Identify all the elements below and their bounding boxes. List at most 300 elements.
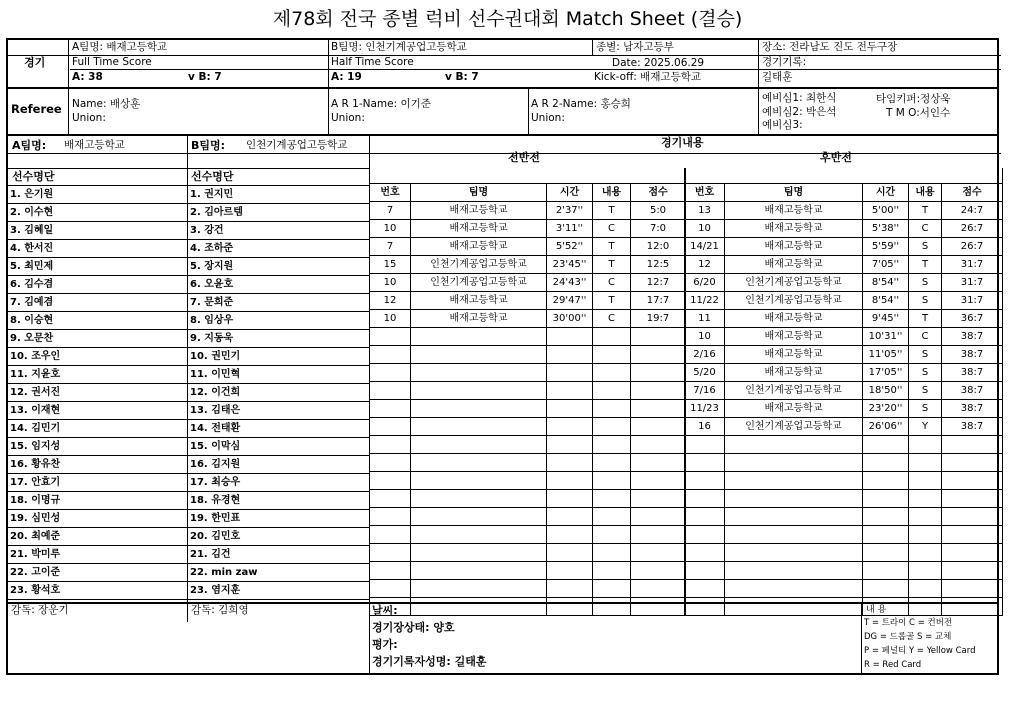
player-row bbox=[188, 240, 370, 258]
score-cell: 5'00'' bbox=[863, 202, 909, 220]
team-a-name: 배재고등학교 bbox=[64, 139, 125, 151]
score-cell bbox=[725, 598, 863, 616]
score-cell bbox=[370, 328, 411, 346]
team-a-label: A팀명: bbox=[12, 139, 47, 152]
score-row bbox=[685, 400, 1003, 418]
ar2-name: A R 2-Name: 홍승희 bbox=[531, 98, 631, 110]
legend-title: 내 용 bbox=[866, 605, 887, 615]
score-cell bbox=[593, 400, 631, 418]
player-row bbox=[8, 420, 188, 438]
full-time-label: Full Time Score bbox=[72, 56, 152, 68]
score-cell: 38:7 bbox=[942, 364, 1003, 382]
score-cell bbox=[547, 400, 593, 418]
score-row bbox=[685, 220, 1003, 238]
score-cell: C bbox=[593, 310, 631, 328]
score-row bbox=[370, 274, 686, 292]
score-cell bbox=[909, 598, 942, 616]
score-row bbox=[685, 364, 1003, 382]
player-name: 15. 임지성 bbox=[8, 438, 188, 456]
half-time-a: A: 19 bbox=[331, 71, 362, 83]
score-cell bbox=[370, 346, 411, 364]
player-row bbox=[188, 294, 370, 312]
player-name: 6. 김수겸 bbox=[8, 276, 188, 294]
player-row bbox=[188, 186, 370, 204]
score-cell bbox=[685, 562, 725, 580]
rating: 평가: bbox=[372, 638, 398, 651]
score-cell: 7 bbox=[370, 238, 411, 256]
player-name: 15. 이막심 bbox=[188, 438, 370, 456]
score-row bbox=[370, 418, 686, 436]
score-cell: 배재고등학교 bbox=[725, 256, 863, 274]
score-row bbox=[370, 508, 686, 526]
score-cell bbox=[631, 598, 686, 616]
score-cell bbox=[685, 508, 725, 526]
score-row bbox=[685, 544, 1003, 562]
player-row bbox=[188, 420, 370, 438]
player-row bbox=[188, 384, 370, 402]
score-cell bbox=[411, 400, 547, 418]
score-cell bbox=[863, 526, 909, 544]
score-cell: 배재고등학교 bbox=[725, 400, 863, 418]
score-row bbox=[370, 436, 686, 454]
player-name: 20. 최예준 bbox=[8, 528, 188, 546]
player-name: 8. 임상우 bbox=[188, 312, 370, 330]
score-row bbox=[370, 598, 686, 616]
score-row bbox=[685, 256, 1003, 274]
score-cell: T bbox=[909, 310, 942, 328]
score-cell bbox=[411, 364, 547, 382]
score-cell: 17'05'' bbox=[863, 364, 909, 382]
header-row bbox=[370, 184, 686, 202]
score-cell: 17:7 bbox=[631, 292, 686, 310]
score-cell bbox=[370, 544, 411, 562]
score-row bbox=[685, 346, 1003, 364]
score-cell bbox=[547, 508, 593, 526]
score-row bbox=[370, 220, 686, 238]
legend-line-4: R = Red Card bbox=[864, 660, 922, 670]
team-a-header: A팀명: 배재고등학교 bbox=[72, 41, 168, 53]
score-row bbox=[370, 400, 686, 418]
game-content-label: 경기내용 bbox=[661, 136, 704, 149]
player-row bbox=[188, 276, 370, 294]
score-cell bbox=[547, 436, 593, 454]
score-cell: 인천기계공업고등학교 bbox=[725, 292, 863, 310]
weather: 날씨: bbox=[372, 604, 398, 617]
score-cell: 10 bbox=[685, 220, 725, 238]
score-cell bbox=[593, 526, 631, 544]
score-row bbox=[685, 382, 1003, 400]
legend-line-2: DG = 드롭골 S = 교체 bbox=[864, 632, 952, 642]
score-cell: 인천기계공업고등학교 bbox=[411, 256, 547, 274]
score-row bbox=[370, 346, 686, 364]
column-header: 시간 bbox=[547, 184, 593, 202]
score-cell bbox=[547, 544, 593, 562]
score-cell: 38:7 bbox=[942, 346, 1003, 364]
score-row bbox=[370, 472, 686, 490]
player-name: 21. 박미루 bbox=[8, 546, 188, 564]
score-cell: T bbox=[593, 256, 631, 274]
score-cell: 14/21 bbox=[685, 238, 725, 256]
score-cell bbox=[909, 436, 942, 454]
score-cell bbox=[593, 472, 631, 490]
player-name: 6. 오윤호 bbox=[188, 276, 370, 294]
score-cell bbox=[942, 562, 1003, 580]
score-cell bbox=[685, 436, 725, 454]
roster-label-a: 선수명단 bbox=[12, 170, 55, 183]
score-cell: 배재고등학교 bbox=[411, 310, 547, 328]
score-cell bbox=[370, 364, 411, 382]
score-cell: C bbox=[593, 274, 631, 292]
player-row bbox=[8, 564, 188, 582]
field-condition: 경기장상태: 양호 bbox=[372, 621, 455, 634]
column-header: 번호 bbox=[370, 184, 411, 202]
player-row bbox=[8, 528, 188, 546]
score-cell: 인천기계공업고등학교 bbox=[725, 382, 863, 400]
score-cell: 38:7 bbox=[942, 328, 1003, 346]
score-row bbox=[685, 598, 1003, 616]
score-row bbox=[370, 454, 686, 472]
page-title: 제78회 전국 종별 럭비 선수권대회 Match Sheet (결승) bbox=[272, 8, 743, 30]
player-row bbox=[8, 240, 188, 258]
score-cell bbox=[685, 454, 725, 472]
score-cell bbox=[547, 382, 593, 400]
score-cell bbox=[863, 544, 909, 562]
score-cell bbox=[370, 562, 411, 580]
player-row bbox=[8, 438, 188, 456]
player-row bbox=[8, 204, 188, 222]
score-cell: 인천기계공업고등학교 bbox=[725, 274, 863, 292]
venue: 장소: 전라남도 진도 전두구장 bbox=[762, 41, 898, 53]
score-cell bbox=[909, 562, 942, 580]
player-name: 23. 황석호 bbox=[8, 582, 188, 600]
score-cell: 10'31'' bbox=[863, 328, 909, 346]
score-cell bbox=[909, 526, 942, 544]
score-cell bbox=[631, 508, 686, 526]
player-name: 17. 안효기 bbox=[8, 474, 188, 492]
score-cell bbox=[593, 454, 631, 472]
score-cell: C bbox=[593, 220, 631, 238]
player-row bbox=[188, 438, 370, 456]
score-cell: 10 bbox=[370, 220, 411, 238]
player-name: 5. 장지원 bbox=[188, 258, 370, 276]
player-name: 16. 황유찬 bbox=[8, 456, 188, 474]
score-cell bbox=[725, 508, 863, 526]
player-name: 14. 김민기 bbox=[8, 420, 188, 438]
score-cell: T bbox=[593, 202, 631, 220]
score-cell: C bbox=[909, 220, 942, 238]
score-cell bbox=[685, 598, 725, 616]
player-name: 12. 권서진 bbox=[8, 384, 188, 402]
score-cell bbox=[942, 544, 1003, 562]
player-name: 8. 이승현 bbox=[8, 312, 188, 330]
score-row bbox=[685, 202, 1003, 220]
score-row bbox=[685, 472, 1003, 490]
score-cell: 배재고등학교 bbox=[411, 238, 547, 256]
score-cell bbox=[370, 508, 411, 526]
score-cell bbox=[593, 562, 631, 580]
player-row bbox=[8, 312, 188, 330]
header-row bbox=[685, 184, 1003, 202]
player-name: 4. 한서진 bbox=[8, 240, 188, 258]
player-row bbox=[188, 366, 370, 384]
referee-name: Name: 배상훈 bbox=[72, 98, 141, 110]
player-name: 1. 은기원 bbox=[8, 186, 188, 204]
score-cell: 38:7 bbox=[942, 382, 1003, 400]
player-name: 19. 한민표 bbox=[188, 510, 370, 528]
score-cell: 5'38'' bbox=[863, 220, 909, 238]
score-cell bbox=[863, 562, 909, 580]
score-cell bbox=[863, 454, 909, 472]
legend-line-1: T = 트라이 C = 컨버전 bbox=[864, 618, 953, 628]
score-cell: 인천기계공업고등학교 bbox=[411, 274, 547, 292]
player-name: 11. 지윤호 bbox=[8, 366, 188, 384]
score-cell bbox=[631, 490, 686, 508]
score-cell: 배재고등학교 bbox=[725, 238, 863, 256]
score-cell bbox=[411, 382, 547, 400]
score-cell bbox=[909, 544, 942, 562]
score-cell bbox=[725, 454, 863, 472]
score-cell: 5/20 bbox=[685, 364, 725, 382]
score-cell bbox=[411, 580, 547, 598]
score-cell bbox=[725, 580, 863, 598]
player-row bbox=[8, 330, 188, 348]
score-cell: 배재고등학교 bbox=[411, 292, 547, 310]
score-row bbox=[370, 382, 686, 400]
player-row bbox=[8, 366, 188, 384]
division: 종별: 남자고등부 bbox=[596, 41, 674, 53]
score-cell bbox=[631, 382, 686, 400]
score-cell bbox=[725, 490, 863, 508]
score-cell bbox=[942, 598, 1003, 616]
column-header: 점수 bbox=[942, 184, 1003, 202]
score-cell: 배재고등학교 bbox=[725, 346, 863, 364]
player-name: 11. 이민혁 bbox=[188, 366, 370, 384]
score-cell bbox=[370, 526, 411, 544]
score-cell: S bbox=[909, 292, 942, 310]
player-row bbox=[188, 330, 370, 348]
score-cell bbox=[631, 400, 686, 418]
score-cell bbox=[547, 526, 593, 544]
player-name: 14. 전태환 bbox=[188, 420, 370, 438]
player-row bbox=[188, 546, 370, 564]
player-name: 12. 이건희 bbox=[188, 384, 370, 402]
score-cell bbox=[411, 454, 547, 472]
score-cell bbox=[631, 580, 686, 598]
score-cell: 12 bbox=[370, 292, 411, 310]
score-cell bbox=[631, 328, 686, 346]
score-cell: S bbox=[909, 382, 942, 400]
score-cell: 19:7 bbox=[631, 310, 686, 328]
score-cell: 배재고등학교 bbox=[725, 364, 863, 382]
score-cell bbox=[631, 562, 686, 580]
player-name: 18. 유경현 bbox=[188, 492, 370, 510]
score-cell: 배재고등학교 bbox=[725, 310, 863, 328]
score-cell: 배재고등학교 bbox=[725, 220, 863, 238]
score-row bbox=[370, 562, 686, 580]
score-cell bbox=[631, 364, 686, 382]
score-cell bbox=[547, 562, 593, 580]
score-row bbox=[370, 490, 686, 508]
first-half-table bbox=[369, 168, 686, 616]
ar1-union: Union: bbox=[331, 112, 365, 124]
player-name: 10. 조우인 bbox=[8, 348, 188, 366]
score-cell bbox=[631, 346, 686, 364]
timekeeper: 타임키퍼:정상욱 bbox=[876, 93, 951, 105]
player-name: 2. 이수현 bbox=[8, 204, 188, 222]
player-name: 18. 이명규 bbox=[8, 492, 188, 510]
score-cell bbox=[863, 490, 909, 508]
player-name: 22. min zaw bbox=[188, 564, 370, 582]
full-time-a: A: 38 bbox=[72, 71, 103, 83]
player-name: 5. 최민제 bbox=[8, 258, 188, 276]
score-cell bbox=[411, 328, 547, 346]
score-cell bbox=[370, 580, 411, 598]
score-cell bbox=[547, 328, 593, 346]
player-name: 1. 권지민 bbox=[188, 186, 370, 204]
score-cell bbox=[411, 346, 547, 364]
player-row bbox=[188, 492, 370, 510]
score-cell: 10 bbox=[370, 274, 411, 292]
score-row bbox=[370, 580, 686, 598]
score-cell bbox=[631, 454, 686, 472]
score-cell bbox=[547, 418, 593, 436]
score-cell bbox=[942, 580, 1003, 598]
player-name: 13. 김태은 bbox=[188, 402, 370, 420]
score-row bbox=[370, 256, 686, 274]
score-cell bbox=[685, 544, 725, 562]
score-cell bbox=[942, 472, 1003, 490]
player-name: 13. 이재현 bbox=[8, 402, 188, 420]
score-cell: 10 bbox=[370, 310, 411, 328]
score-cell: 2'37'' bbox=[547, 202, 593, 220]
second-half-table bbox=[684, 168, 1003, 616]
team-b-name: 인천기계공업고등학교 bbox=[246, 139, 348, 151]
score-cell: 5'52'' bbox=[547, 238, 593, 256]
score-cell: 13 bbox=[685, 202, 725, 220]
score-row bbox=[370, 364, 686, 382]
score-cell: 12:0 bbox=[631, 238, 686, 256]
score-cell: 3'11'' bbox=[547, 220, 593, 238]
half-time-label: Half Time Score bbox=[331, 56, 414, 68]
score-row bbox=[370, 544, 686, 562]
score-cell bbox=[942, 436, 1003, 454]
score-cell: 5'59'' bbox=[863, 238, 909, 256]
score-cell bbox=[593, 508, 631, 526]
score-cell bbox=[685, 490, 725, 508]
player-row bbox=[8, 582, 188, 600]
score-cell: 배재고등학교 bbox=[411, 220, 547, 238]
score-cell: 11 bbox=[685, 310, 725, 328]
score-cell bbox=[411, 598, 547, 616]
score-cell bbox=[593, 364, 631, 382]
score-cell bbox=[411, 472, 547, 490]
first-half-label: 전반전 bbox=[508, 151, 540, 164]
score-cell bbox=[631, 526, 686, 544]
score-cell bbox=[863, 580, 909, 598]
team-b-header: B팀명: 인천기계공업고등학교 bbox=[331, 41, 467, 53]
player-name: 7. 문희준 bbox=[188, 294, 370, 312]
referee-union: Union: bbox=[72, 112, 106, 124]
score-cell: C bbox=[909, 328, 942, 346]
score-cell: 11'05'' bbox=[863, 346, 909, 364]
player-row bbox=[188, 456, 370, 474]
referee-label: Referee bbox=[11, 102, 62, 116]
player-name: 3. 김혜일 bbox=[8, 222, 188, 240]
score-cell: 11/23 bbox=[685, 400, 725, 418]
score-row bbox=[685, 292, 1003, 310]
score-cell bbox=[547, 346, 593, 364]
column-header: 점수 bbox=[631, 184, 686, 202]
score-cell bbox=[370, 418, 411, 436]
record-writer: 경기기록자성명: 길태훈 bbox=[372, 655, 487, 668]
roster-team-b bbox=[187, 185, 370, 600]
score-cell: S bbox=[909, 346, 942, 364]
score-cell bbox=[942, 526, 1003, 544]
full-time-b: v B: 7 bbox=[188, 71, 222, 83]
score-cell: 배재고등학교 bbox=[725, 202, 863, 220]
team-b-label: B팀명: bbox=[191, 139, 226, 152]
score-cell bbox=[685, 580, 725, 598]
score-cell bbox=[547, 472, 593, 490]
recorder-name: 길태훈 bbox=[762, 71, 793, 83]
player-row bbox=[8, 402, 188, 420]
ar1-name: A R 1-Name: 이기준 bbox=[331, 98, 431, 110]
coach-a: 감독: 장운기 bbox=[11, 604, 69, 616]
score-cell bbox=[631, 544, 686, 562]
player-name: 10. 권민기 bbox=[188, 348, 370, 366]
player-row bbox=[8, 294, 188, 312]
match-date: Date: 2025.06.29 bbox=[612, 57, 705, 69]
score-cell bbox=[685, 472, 725, 490]
score-cell bbox=[593, 382, 631, 400]
score-cell: 10 bbox=[685, 328, 725, 346]
match-sheet bbox=[6, 38, 999, 675]
score-cell: 6/20 bbox=[685, 274, 725, 292]
score-cell: 7 bbox=[370, 202, 411, 220]
column-header: 내용 bbox=[593, 184, 631, 202]
player-row bbox=[188, 510, 370, 528]
half-title-cell bbox=[685, 168, 1003, 184]
score-row bbox=[685, 508, 1003, 526]
score-cell: 38:7 bbox=[942, 418, 1003, 436]
player-row bbox=[188, 222, 370, 240]
score-cell bbox=[685, 526, 725, 544]
score-cell: 12:7 bbox=[631, 274, 686, 292]
player-name: 16. 김지원 bbox=[188, 456, 370, 474]
score-cell: 2/16 bbox=[685, 346, 725, 364]
player-name: 20. 김민호 bbox=[188, 528, 370, 546]
score-cell: 인천기계공업고등학교 bbox=[725, 418, 863, 436]
score-cell: 26'06'' bbox=[863, 418, 909, 436]
roster-team-a bbox=[7, 185, 188, 600]
ar2-union: Union: bbox=[531, 112, 565, 124]
player-row bbox=[8, 546, 188, 564]
half-time-b: v B: 7 bbox=[445, 71, 479, 83]
score-row bbox=[685, 418, 1003, 436]
score-cell bbox=[593, 490, 631, 508]
score-row bbox=[685, 238, 1003, 256]
score-cell bbox=[725, 526, 863, 544]
score-cell bbox=[631, 436, 686, 454]
tmo: T M O:서인수 bbox=[886, 107, 951, 119]
score-cell: 8'54'' bbox=[863, 292, 909, 310]
player-row bbox=[8, 258, 188, 276]
score-cell: 23'20'' bbox=[863, 400, 909, 418]
score-cell bbox=[863, 436, 909, 454]
reserve-referee-3: 예비심3: bbox=[762, 119, 803, 131]
score-cell: T bbox=[593, 292, 631, 310]
score-cell: 배재고등학교 bbox=[411, 202, 547, 220]
